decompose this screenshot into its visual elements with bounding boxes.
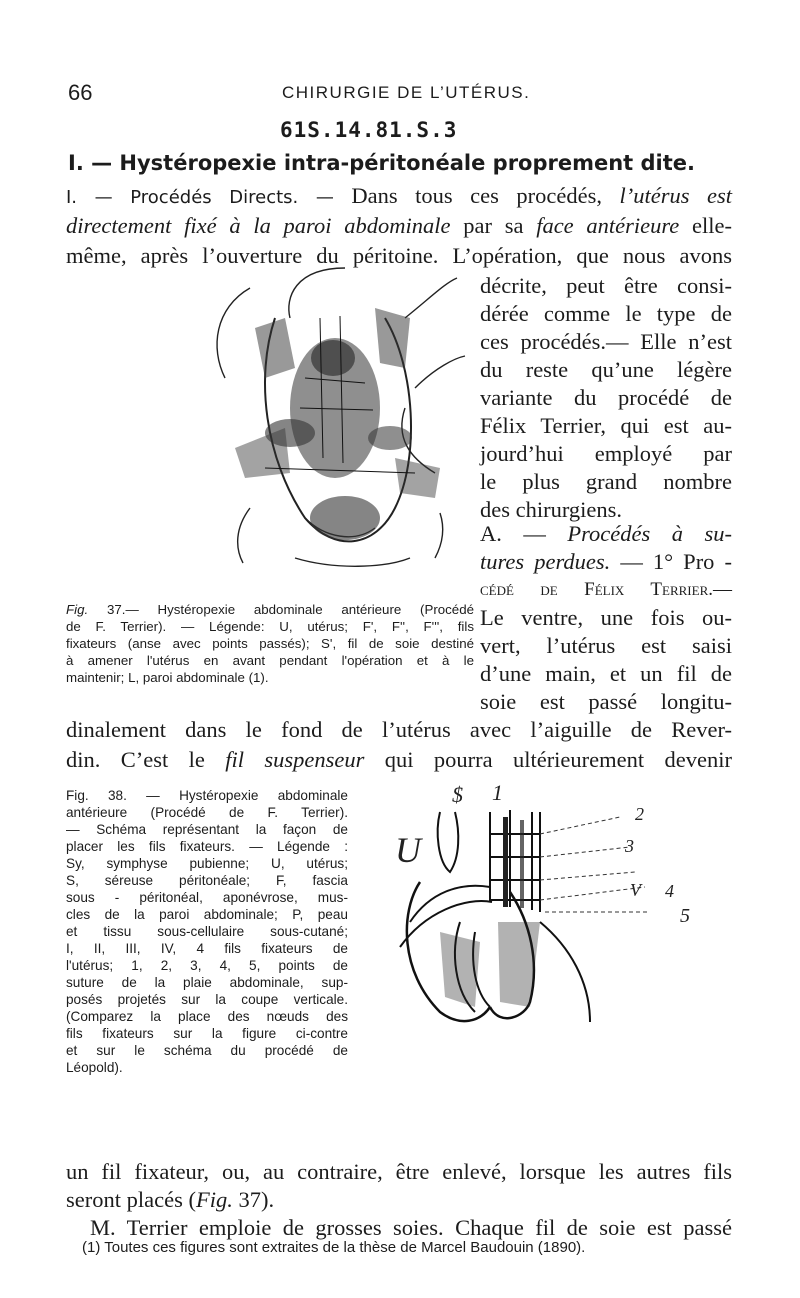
caption-line [66,601,474,618]
para2-italic: fil suspenseur [225,747,365,772]
caption-line: cles de la paroi abdominale; P, peau [66,907,348,922]
para3-text: seront placés ( [66,1187,196,1212]
caption-line: Léopold). [66,1060,123,1075]
side-line: des chirurgiens. [480,497,623,522]
footnote: (1) Toutes ces figures sont extraites de la thèse de Marcel Baudouin (1890). [82,1239,586,1256]
figure-38-schema [380,772,740,1030]
side-line: dérée comme le type de [480,301,732,326]
side-line: variante du procédé de [480,385,732,410]
para3-line1: un fil fixateur, ou, au contraire, être enlevé, lorsque les autres fils [66,1159,732,1184]
caption-line: (Comparez la place des nœuds des [66,1009,348,1024]
para1-italic: l’utérus est [619,183,732,208]
para2-text: — 1° Pro - [620,549,732,574]
procedes-directs-label: I. — Procédés Directs. — [66,187,334,208]
catalog-stamp: 61S.14.81.S.3 [280,118,458,142]
side-line: Félix Terrier, qui est au- [480,413,732,438]
side-line: cédé de Félix Terrier.— [480,579,732,600]
caption-line: — Schéma représentant la façon de [66,822,348,837]
para2-line-i [66,746,732,774]
para1-line2 [66,212,732,240]
para3-italic: Fig. [195,1187,233,1212]
para1-line3: même, après l’ouverture du péritoine. L’opération, que nous avons [66,243,732,268]
side-line [480,520,732,548]
para1-italic: directement fixé à la paroi abdominale [66,213,451,238]
fig38-label-dollar: $ [452,782,463,807]
section-title: I. — Hystéropexie intra-péritonéale proprement dite. [68,151,696,175]
side-line: ces procédés.— Elle n’est [480,329,732,354]
caption-line: l'utérus; 1, 2, 3, 4, 5, points de [66,958,348,973]
side-line [480,548,732,576]
caption-line: S, séreuse péritonéale; F, fascia [66,873,348,888]
caption-line: fils fixateurs sur la figure ci-contre [66,1026,348,1041]
para3-line3: M. Terrier emploie de grosses soies. Chaque fil de soie est passé [90,1215,732,1240]
fig38-label-5: 5 [680,905,690,927]
fig38-label-v: V [630,880,641,900]
side-line: Le ventre, une fois ou- [480,605,732,630]
side-line: soie est passé longitu- [480,689,732,714]
para1-text: elle- [692,213,733,238]
para2-text: din. C’est le [66,747,205,772]
caption-line: et tissu sous-cellulaire sous-cutané; [66,924,348,939]
para1-text: par sa [463,213,524,238]
caption-line: placer les fils fixateurs. — Légende : [66,839,348,854]
caption-line: de F. Terrier). — Légende: U, utérus; F', F'', F''', fils [66,619,474,634]
para3-text: 37). [232,1187,275,1212]
para1-line1 [66,182,732,212]
caption-line: Fig. 38. — Hystéropexie abdominale [66,788,348,803]
caption-line: I, II, III, IV, 4 fils fixateurs de [66,941,348,956]
fig38-label-1: 1 [492,780,503,805]
fig38-label-u: U [395,830,421,870]
fig38-label-4: 4 [665,881,674,901]
page-number: 66 [68,80,93,105]
figure-37-illustration [195,258,475,570]
caption-fig-label: Fig. [66,602,89,617]
caption-line: maintenir; L, paroi abdominale (1). [66,670,269,685]
caption-line: à amener l'utérus en avant pendant l'opération et à le [66,653,474,668]
side-line: jourd’hui employé par [480,441,732,466]
caption-line: fixateurs (anse avec points passés); S', fil de soie destiné [66,636,474,651]
figure-38-caption [66,787,348,1076]
para2-text: A. — [480,521,546,546]
para3-line2 [66,1186,274,1214]
para2-side-column [480,520,732,716]
side-line: du reste qu’une légère [480,357,732,382]
side-line: vert, l’utérus est saisi [480,633,732,658]
caption-line: suture de la plaie abdominale, sup- [66,975,348,990]
side-line: d’une main, et un fil de [480,661,732,686]
para2-line-h: dinalement dans le fond de l’utérus avec l’aiguille de Rever- [66,717,732,742]
caption-line: Sy, symphyse pubienne; U, utérus; [66,856,348,871]
fig38-label-3: 3 [625,836,634,856]
para2-italic: tures perdues. [480,549,611,574]
running-head: CHIRURGIE DE L’UTÉRUS. [282,83,531,102]
caption-line: antérieure (Procédé de F. Terrier). [66,805,348,820]
fig38-label-2: 2 [635,804,644,824]
side-line: décrite, peut être consi- [480,273,732,298]
side-line: le plus grand nombre [480,469,732,494]
caption-line: sous - péritonéal, aponévrose, mus- [66,890,348,905]
para1-italic: face antérieure [536,213,680,238]
caption-line: et sur le schéma du procédé de [66,1043,348,1058]
para2-italic: Procédés à su- [567,521,732,546]
figure-37-caption [66,601,474,686]
caption-text: 37.— Hystéropexie abdominale antérieure (Procédé [106,602,474,617]
caption-line: posés projetés sur la coupe verticale. [66,992,348,1007]
para1-side-column [480,272,732,524]
para1-text: Dans tous ces procédés, [351,183,602,208]
para2-text: qui pourra ultérieurement devenir [384,747,732,772]
